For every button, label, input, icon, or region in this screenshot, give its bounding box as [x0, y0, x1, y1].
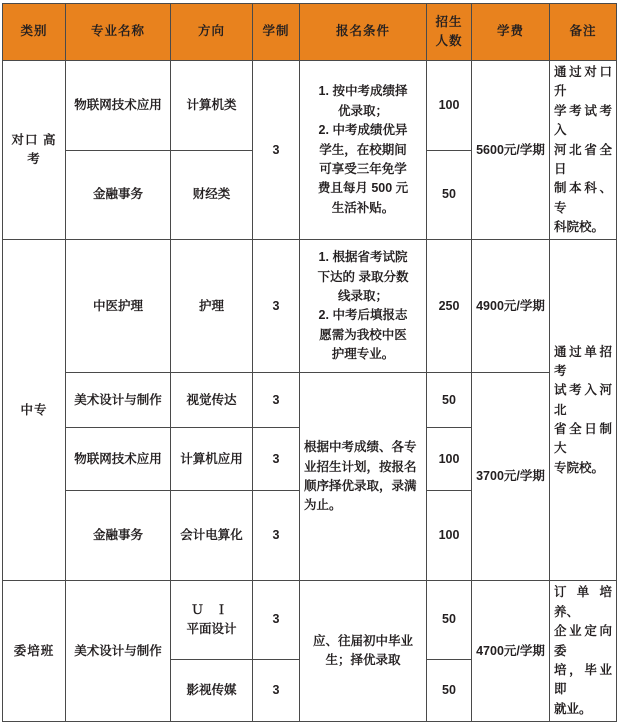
- remark-line: 通过单招考: [554, 344, 612, 378]
- direction-line1: Ｕ Ｉ: [191, 602, 232, 617]
- conditions-cell: [300, 61, 427, 240]
- header-direction: 方向: [171, 4, 253, 61]
- table-header-row: [3, 4, 617, 61]
- remark-line: 科院校。: [554, 220, 605, 234]
- category-cell-zhongzhuan: [3, 240, 66, 581]
- remark-line: 省全日制大: [554, 422, 612, 456]
- school-system-cell: 3: [253, 581, 300, 659]
- header-enrollment-line1: 招生: [435, 14, 463, 29]
- remarks-cell: [550, 581, 617, 722]
- remark-line: 试考入河北: [554, 383, 612, 417]
- enrollment-count-cell: 50: [427, 150, 472, 240]
- enrollment-count-cell: 100: [427, 428, 472, 491]
- condition-line: 顺序择优录取，录满: [304, 478, 417, 493]
- school-system-cell: 3: [253, 659, 300, 721]
- category-line1: 中专: [20, 402, 48, 417]
- remark-line: 专院校。: [554, 460, 605, 475]
- direction-cell: [171, 581, 253, 659]
- header-enrollment-count: [427, 4, 472, 61]
- condition-line: 下达的 录取分数: [317, 269, 409, 284]
- direction-cell: 影视传媒: [171, 659, 253, 721]
- enrollment-count-cell: 50: [427, 581, 472, 659]
- major-cell: 金融事务: [66, 491, 171, 581]
- remark-line: 就业。: [554, 701, 592, 716]
- remarks-cell: [550, 61, 617, 240]
- condition-line: 1. 根据省考试院: [318, 250, 408, 265]
- school-system-cell: 3: [253, 373, 300, 428]
- enrollment-count-cell: 100: [427, 61, 472, 151]
- condition-line: 1. 按中考成绩择: [318, 84, 408, 99]
- condition-line: 应、往届初中毕业: [312, 633, 413, 648]
- header-remarks: 备注: [550, 4, 617, 61]
- table-row: [3, 240, 617, 373]
- school-system-cell: 3: [253, 428, 300, 491]
- major-cell: 金融事务: [66, 150, 171, 240]
- direction-cell: 财经类: [171, 150, 253, 240]
- enrollment-count-cell: 250: [427, 240, 472, 373]
- enrollment-count-cell: 50: [427, 373, 472, 428]
- remark-line: 订单培养、: [554, 585, 612, 619]
- conditions-cell: [300, 581, 427, 722]
- category-line2: 高考: [27, 132, 57, 167]
- direction-line2: 平面设计: [186, 622, 237, 636]
- tuition-cell: 5600元/学期: [472, 61, 550, 240]
- header-school-system: 学制: [253, 4, 300, 61]
- table-row: [3, 581, 617, 659]
- tuition-cell: 4900元/学期: [472, 240, 550, 373]
- admissions-table: [2, 3, 617, 722]
- header-conditions: 报名条件: [300, 4, 427, 61]
- major-cell: 物联网技术应用: [66, 428, 171, 491]
- remark-line: 企业定向委: [554, 624, 612, 658]
- condition-line: 护理专业。: [331, 347, 395, 362]
- condition-line: 愿需为我校中医: [319, 327, 407, 342]
- header-tuition: 学费: [472, 4, 550, 61]
- condition-line: 生；择优录取: [325, 653, 401, 668]
- remark-line: 制本科、专: [554, 181, 612, 215]
- condition-line: 学生，在校期间: [319, 142, 407, 157]
- enrollment-count-cell: 100: [427, 491, 472, 581]
- major-cell: 物联网技术应用: [66, 61, 171, 151]
- school-system-cell: 3: [253, 240, 300, 373]
- conditions-cell: [300, 240, 427, 373]
- direction-cell: 会计电算化: [171, 491, 253, 581]
- major-cell: 中医护理: [66, 240, 171, 373]
- tuition-cell: 3700元/学期: [472, 373, 550, 581]
- condition-line: 业招生计划，按报名: [304, 459, 417, 474]
- condition-line: 优录取；: [337, 103, 388, 118]
- admissions-table-page: [0, 3, 618, 716]
- table-row: [3, 373, 617, 428]
- category-cell-weipeiban: [3, 581, 66, 722]
- table-row: [3, 61, 617, 151]
- condition-line: 2. 中考后填报志: [318, 308, 408, 323]
- category-line1: 对口: [11, 132, 39, 147]
- remark-line: 河北省全日: [554, 142, 612, 176]
- header-enrollment-line2: 人数: [435, 34, 463, 48]
- remarks-cell: [550, 240, 617, 581]
- condition-line: 2. 中考成绩优异: [318, 123, 408, 138]
- condition-line: 生活补贴。: [331, 200, 395, 215]
- major-cell: 美术设计与制作: [66, 373, 171, 428]
- condition-line: 可享受三年免学: [319, 161, 407, 176]
- remark-line: 学考试考入: [554, 103, 612, 138]
- category-line1: 委培班: [13, 643, 55, 658]
- school-system-cell: 3: [253, 61, 300, 240]
- condition-line: 根据中考成绩、各专: [304, 440, 417, 455]
- condition-line: 线录取；: [337, 289, 388, 303]
- header-category: 类别: [3, 4, 66, 61]
- direction-cell: 视觉传达: [171, 373, 253, 428]
- enrollment-count-cell: 50: [427, 659, 472, 721]
- header-major: 专业名称: [66, 4, 171, 61]
- category-cell-duikou: [3, 61, 66, 240]
- school-system-cell: 3: [253, 491, 300, 581]
- major-cell: 美术设计与制作: [66, 581, 171, 722]
- remark-line: 培，毕业即: [554, 662, 612, 697]
- condition-line: 为止。: [304, 498, 342, 513]
- condition-line: 费且每月 500 元: [317, 181, 409, 196]
- direction-cell: 护理: [171, 240, 253, 373]
- direction-cell: 计算机类: [171, 61, 253, 151]
- conditions-cell: [300, 373, 427, 581]
- remark-line: 通过对口升: [554, 65, 612, 99]
- tuition-cell: 4700元/学期: [472, 581, 550, 722]
- direction-cell: 计算机应用: [171, 428, 253, 491]
